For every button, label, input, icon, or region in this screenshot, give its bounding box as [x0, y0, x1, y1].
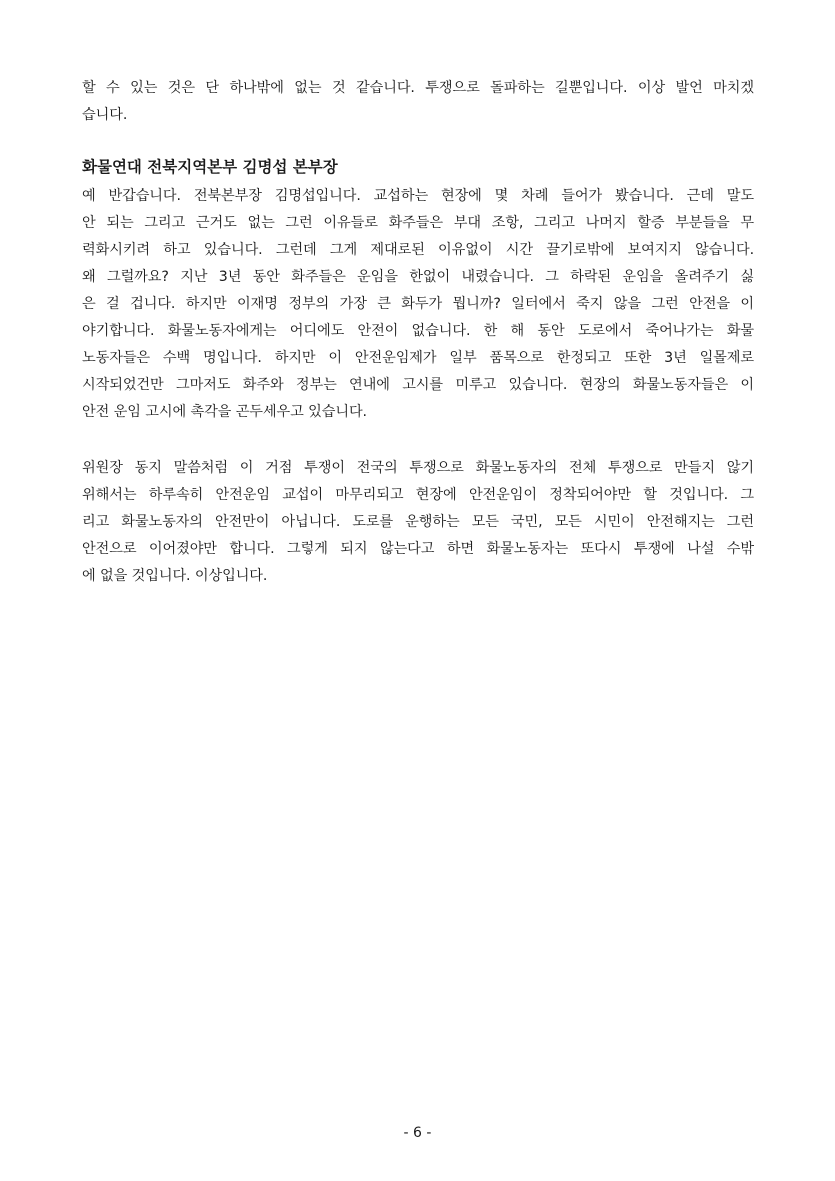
paragraph1-line-9: 안전 운임 고시에 촉각을 곤두세우고 있습니다.: [82, 404, 367, 420]
paragraph2-line-5: 에 없을 것입니다. 이상입니다.: [82, 568, 268, 584]
paragraph1-line-6: 야기합니다. 화물노동자에게는 어디에도 안전이 없습니다. 한 해 동안 도로에서 죽어나가는 화물: [82, 323, 754, 339]
paragraph1-line-1: 예 반갑습니다. 전북본부장 김명섭입니다. 교섭하는 현장에 몇 차례 들어가 봤습니다. 근데 말도: [82, 188, 754, 204]
paragraph1-line-7: 노동자들은 수백 명입니다. 하지만 이 안전운임제가 일부 품목으로 한정되고 또한 3년 일몰제로: [82, 350, 754, 366]
paragraph1-line-8: 시작되었건만 그마저도 화주와 정부는 연내에 고시를 미루고 있습니다. 현장의 화물노동자들은 이: [82, 377, 754, 393]
paragraph1-line-3: 력화시키려 하고 있습니다. 그런데 그게 제대로된 이유없이 시간 끌기로밖에 보여지지 않습니다.: [82, 242, 754, 258]
paragraph2-line-4: 안전으로 이어졌야만 합니다. 그렇게 되지 않는다고 하면 화물노동자는 또다시 투쟁에 나설 수밖: [82, 541, 754, 557]
paragraph2-line-2: 위해서는 하루속히 안전운임 교섭이 마무리되고 현장에 안전운임이 정착되어야만 할 것입니다. 그: [82, 487, 754, 503]
intro-line-2: 습니다.: [82, 107, 128, 123]
paragraph1-line-4: 왜 그럴까요? 지난 3년 동안 화주들은 운임을 한없이 내렸습니다. 그 하락된 운임을 올려주기 싫: [82, 269, 754, 285]
speaker-heading: 화물연대 전북지역본부 김명섭 본부장: [82, 157, 338, 176]
paragraph1-line-2: 안 되는 그리고 근거도 없는 그런 이유들로 화주들은 부대 조항, 그리고 나머지 할증 부분들을 무: [82, 215, 754, 231]
paragraph2-line-3: 리고 화물노동자의 안전만이 아닙니다. 도로를 운행하는 모든 국민, 모든 시민이 안전해지는 그런: [82, 514, 754, 530]
intro-line-1: 할 수 있는 것은 단 하나밖에 없는 것 같습니다. 투쟁으로 돌파하는 길뿐입니다. 이상 발언 마치겠: [82, 80, 754, 96]
paragraph2-line-1: 위원장 동지 말씀처럼 이 거점 투쟁이 전국의 투쟁으로 화물노동자의 전체 투쟁으로 만들지 않기: [82, 460, 754, 476]
paragraph1-line-5: 은 걸 겁니다. 하지만 이재명 정부의 가장 큰 화두가 뭡니까? 일터에서 죽지 않을 그런 안전을 이: [82, 296, 754, 312]
page-number: - 6 -: [403, 1125, 432, 1141]
